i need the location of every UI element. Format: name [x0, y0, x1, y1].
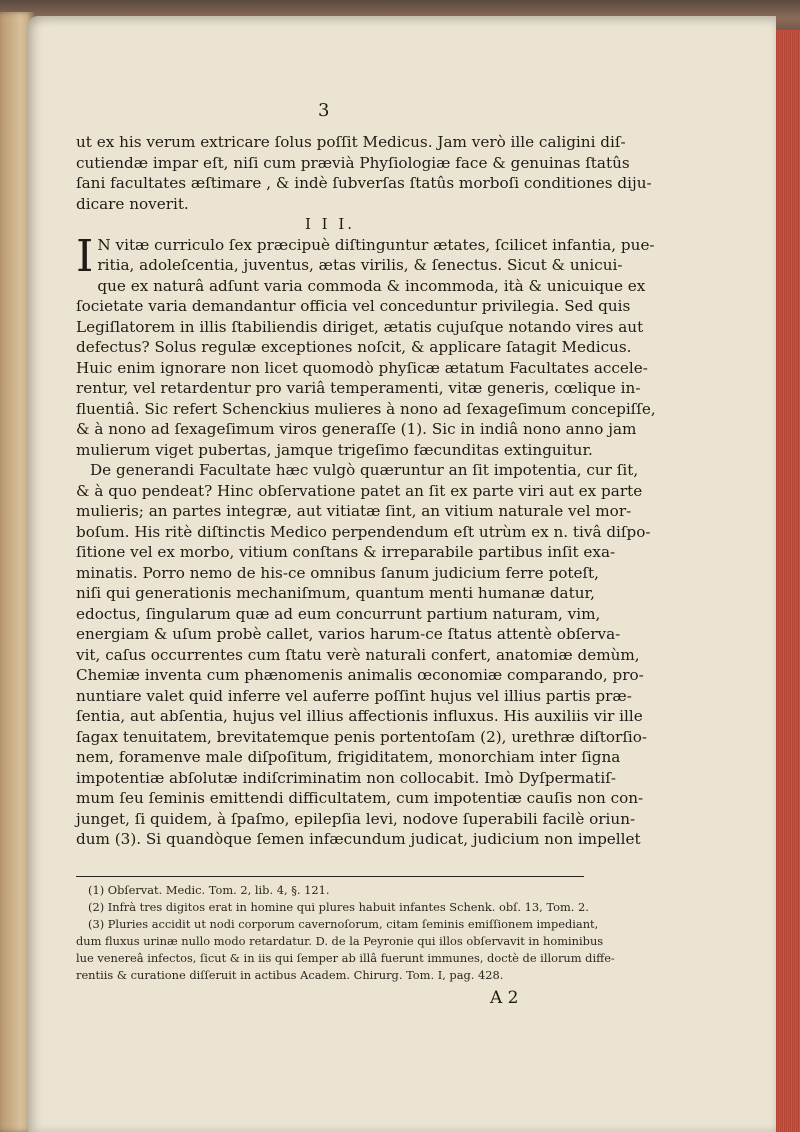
- text-line: ſocietate varia demandantur officia vel conceduntur privilegia. Sed quis: [76, 297, 631, 315]
- text-line: De generandi Facultate hæc vulgò quæruntur an ſit impotentia, cur ſit,: [90, 461, 639, 479]
- text-line: minatis. Porro nemo de his-ce omnibus ſanum judicium ferre poteſt,: [76, 563, 599, 582]
- text-line: & à quo pendeat? Hinc obſervatione patet an ſit ex parte viri aut ex parte: [76, 481, 643, 500]
- text-line: & à nono ad ſexageſimum viros generaſſe (1). Sic in indiâ nono anno jam: [76, 420, 637, 438]
- text-line: que ex naturâ adſunt varia commoda & incommoda, ità & unicuique ex: [97, 276, 646, 295]
- text-line: mum ſeu ſeminis emittendi difficultatem, cum impotentiæ cauſis non con-: [76, 789, 644, 807]
- page-number: 3: [318, 100, 330, 121]
- section-paragraph: [76, 230, 656, 461]
- text-line: impotentiæ abſolutæ indiſcriminatim non collocabit. Imò Dyſpermatiſ-: [76, 768, 617, 787]
- text-line: nuntiare valet quid inferre vel auferre poſſint hujus vel illius partis præ-: [76, 686, 632, 705]
- footnote: dum fluxus urinæ nullo modo retardatur. D. de la Peyronie qui illos obſervavit in hominibus: [76, 934, 604, 948]
- text-line: ſitione vel ex morbo, vitium conſtans & irreparabile partibus inſit exa-: [76, 543, 616, 561]
- text-line: fluentiâ. Sic refert Schenckius mulieres à nono ad ſexageſimum concepiſſe,: [76, 399, 656, 418]
- signature-mark: A 2: [490, 988, 519, 1008]
- paragraph: [76, 460, 651, 850]
- footnote: (3) Pluries accidit ut nodi corporum cavernoſorum, citam ſeminis emiſſionem impediant,: [88, 917, 599, 931]
- text-line: N vitæ curriculo ſex præcipuè diſtinguntur ætates, ſcilicet infantia, pue-: [97, 235, 655, 254]
- text-line: ut ex his verum extricare ſolus poſſit Medicus. Jam verò ille caligini diſ-: [76, 133, 626, 151]
- text-line: nem, foramenve male diſpoſitum, frigiditatem, monorchiam inter ſigna: [76, 748, 621, 766]
- text-line: ritia, adoleſcentia, juventus, ætas virilis, & ſenectus. Sicut & unicui-: [97, 256, 623, 274]
- footnote: lue venereâ infectos, ſicut & in iis qui ſemper ab illâ fuerunt immunes, doctè de illorum diffe-: [76, 951, 615, 965]
- text-line: vit, caſus occurrentes cum ſtatu verè naturali confert, anatomiæ demùm,: [76, 645, 640, 664]
- text-line: energiam & uſum probè callet, varios harum-ce ſtatus attentè obſerva-: [76, 625, 621, 643]
- footnote-rule: [76, 876, 584, 877]
- text-line: ſagax tenuitatem, brevitatemque penis portentoſam (2), urethræ diſtorſio-: [76, 727, 648, 746]
- footnotes: [76, 882, 615, 984]
- footnote: rentiis & curatione diſſeruit in actibus Academ. Chirurg. Tom. I, pag. 428.: [76, 968, 504, 982]
- text-line: niſi qui generationis mechaniſmum, quantum menti humanæ datur,: [76, 584, 595, 602]
- section-heading: I I I.: [304, 215, 356, 233]
- text-line: defectus? Solus regulæ exceptiones noſcit, & applicare ſatagit Medicus.: [76, 338, 632, 356]
- text-line: mulieris; an partes integræ, aut vitiatæ ſint, an vitium naturale vel mor-: [76, 502, 632, 520]
- text-line: boſum. His ritè diſtinctis Medico perpendendum eſt utrùm ex n. tivâ diſpo-: [76, 522, 651, 541]
- text-line: junget, ſi quidem, à ſpaſmo, epilepſia levi, nodove ſuperabili facilè oriun-: [76, 809, 636, 828]
- drop-cap: I: [76, 230, 94, 282]
- text-line: Huic enim ignorare non licet quomodò phyſicæ ætatum Facultates accele-: [76, 358, 648, 377]
- footnote: (2) Infrà tres digitos erat in homine qui plures habuit infantes Schenk. obſ. 13, Tom. 2.: [88, 900, 589, 914]
- text-line: Chemiæ inventa cum phænomenis animalis œconomiæ comparando, pro-: [76, 666, 644, 684]
- book-fore-edge: [772, 30, 800, 1132]
- text-line: dum (3). Si quandòque ſemen infæcundum judicat, judicium non impellet: [76, 830, 641, 848]
- text-line: edoctus, ſingularum quæ ad eum concurrunt partium naturam, vim,: [76, 604, 601, 623]
- text-line: ſani facultates æſtimare , & indè ſubverſas ſtatûs morboſi conditiones diju-: [76, 174, 652, 192]
- main-text: [76, 132, 656, 850]
- text-line: rentur, vel retardentur pro variâ temperamenti, vitæ generis, cœlique in-: [76, 379, 641, 397]
- text-line: Legiſlatorem in illis ſtabiliendis diriget, ætatis cujuſque notando vires aut: [76, 317, 644, 336]
- text-line: mulierum viget pubertas, jamque trigeſimo fæcunditas extinguitur.: [76, 440, 593, 459]
- footnote: (1) Obſervat. Medic. Tom. 2, lib. 4, §. 121.: [88, 883, 330, 897]
- text-line: dicare noverit.: [76, 194, 189, 213]
- text-line: cutiendæ impar eſt, niſi cum prævià Phyſiologiæ face & genuinas ſtatûs: [76, 153, 630, 172]
- text-line: ſentia, aut abſentia, hujus vel illius affectionis influxus. His auxiliis vir ille: [76, 707, 643, 725]
